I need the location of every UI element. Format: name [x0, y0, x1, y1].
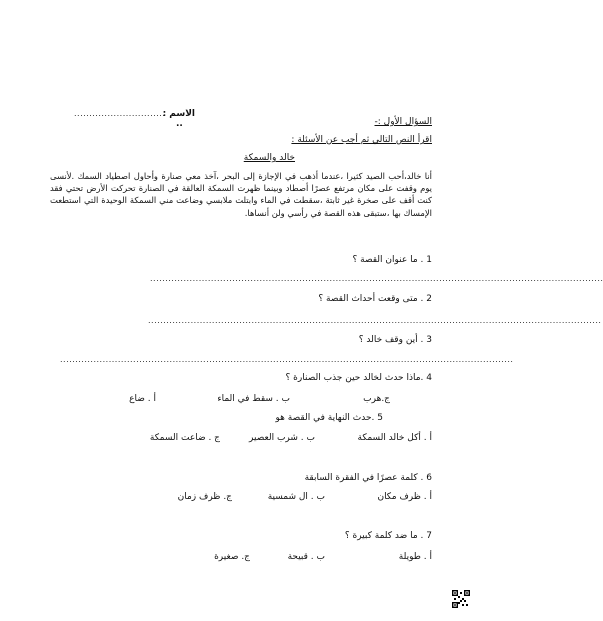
q7-option-c[interactable]: ج. صغيرة — [214, 552, 250, 562]
q6-option-a[interactable]: أ . ظرف مكان — [377, 492, 432, 502]
answer-line-1[interactable]: ..................................................................................................................................................... — [150, 274, 603, 283]
question-7: 7 . ما ضد كلمة كبيرة ؟ — [344, 531, 432, 541]
q5-option-a[interactable]: أ . أكل خالد السمكة — [357, 433, 432, 443]
q4-option-a[interactable]: أ . ضاع — [129, 394, 156, 404]
name-dots: .............................. — [74, 109, 166, 118]
answer-line-2[interactable]: ..................................................................................................................................................... — [148, 316, 602, 325]
q4-option-b[interactable]: ب . سقط في الماء — [217, 394, 290, 404]
story-title: خالد والسمكة — [243, 153, 295, 163]
question-4: 4 .ماذا حدث لخالد حين جذب الصنارة ؟ — [285, 373, 432, 383]
q6-option-b[interactable]: ب . ال شمسية — [267, 492, 325, 502]
instruction: اقرأ النص التالي ثم أجب عن الأسئلة : — [291, 135, 432, 145]
q7-option-a[interactable]: أ . طويلة — [398, 552, 432, 562]
name-label: الاسم : — [162, 109, 195, 119]
question-3: 3 . أين وقف خالد ؟ — [358, 335, 432, 345]
q5-option-c[interactable]: ج . ضاعت السمكة — [149, 433, 220, 443]
qr-code-icon — [452, 590, 470, 608]
q7-option-b[interactable]: ب . قبيحة — [287, 552, 325, 562]
answer-line-3[interactable]: ..................................................................................................................................................... — [60, 355, 514, 364]
passage: أنا خالد،أحب الصيد كثيرا ،عندما أذهب في الإجازة إلى البحر ،آخذ معي صنارة وأحاول اصطياد السمك .لأنسى يوم وقفت على مكان مرتفع عصرًا أصطاد وبينما ظهرت السمكة العالقة في الصنارة تحركت الأرض تحتي فقد كنت أقف على صخرة غير ثابتة ،سقطت في الماء وابتلت ملابسي وضاعت مني السمكة الوحيدة التي استطعت الإمساك بها ،ستبقى هذه القصة في رأسي ولن أنساها. — [50, 171, 432, 218]
q4-option-c[interactable]: ج.هرب — [363, 394, 390, 404]
question-6: 6 . كلمة عصرًا في الفقرة السابقة — [304, 473, 432, 483]
question-1: 1 . ما عنوان القصة ؟ — [352, 255, 432, 265]
q5-option-b[interactable]: ب . شرب العصير — [249, 433, 315, 443]
question-5: 5 .حدث النهاية في القصة هو — [275, 413, 383, 423]
question-2: 2 . متى وقعت أحداث القصة ؟ — [318, 294, 432, 304]
q6-option-c[interactable]: ج. ظرف زمان — [177, 492, 232, 502]
small-mark: .. — [176, 119, 183, 129]
question1-title: السؤال الأول :- — [374, 117, 432, 127]
